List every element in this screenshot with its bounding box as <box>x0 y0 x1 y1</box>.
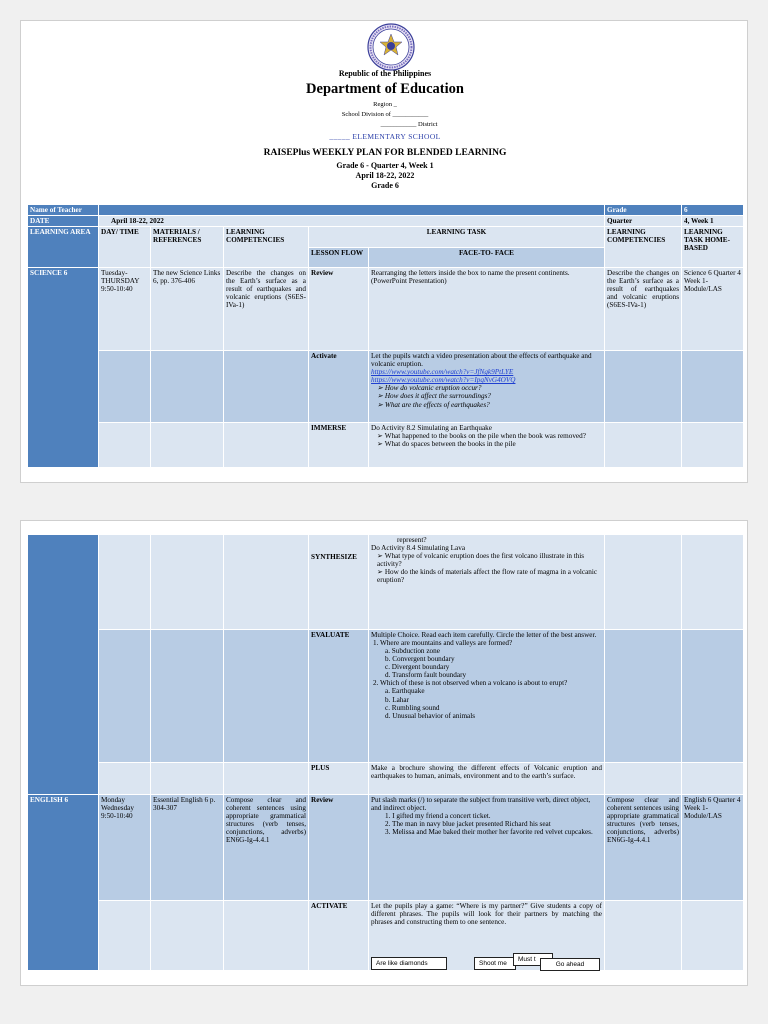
synthesize-question-1: ➢ What type of volcanic eruption does the first volcano illustrate in this activity? <box>377 552 585 569</box>
immerse-question-2: ➢ What do spaces between the books in the pile <box>377 440 516 449</box>
grade-label: Grade <box>605 205 682 216</box>
science-area-continued <box>28 535 99 795</box>
review-item-3: 3. Melissa and Mae baked their mother her favorite red velvet cupcakes. <box>385 828 593 837</box>
synth-empty-competency <box>224 535 309 630</box>
science-empty-day <box>99 351 151 423</box>
header-learning-area: LEARNING AREA <box>28 227 99 268</box>
evaluate-question-1: 1. Where are mountains and valleys are formed? <box>373 639 513 648</box>
grade-line: Grade 6 <box>371 181 399 190</box>
weekly-plan-table-page-2 <box>27 534 744 971</box>
eval-empty-materials <box>151 630 224 763</box>
plus-empty-home <box>682 763 744 795</box>
science-empty-competency-right <box>605 351 682 423</box>
act-empty-day <box>99 901 151 971</box>
header-materials: MATERIALS / REFERENCES <box>151 227 224 268</box>
plus-empty-competency-right <box>605 763 682 795</box>
phrase-card-1[interactable]: Are like diamonds <box>371 957 447 970</box>
science-empty-competency-2 <box>224 423 309 468</box>
immerse-question-2-continued: represent? <box>397 536 427 544</box>
science-competency-right: Describe the changes on the Earth’s surface as a result of earthquakes and volcanic eruptions (S6ES-IVa-1) <box>605 268 682 351</box>
english-competency: Compose clear and coherent sentences using appropriate grammatical structures (verb tenses, conjunctions, adverbs) EN6G-Ig-4.4.1 <box>224 795 309 901</box>
q1-option-d: d. Transform fault boundary <box>385 671 467 680</box>
english-home-based: English 6 Quarter 4 Week 1-Module/LAS <box>682 795 744 901</box>
act-empty-materials <box>151 901 224 971</box>
document-page-1 <box>20 20 748 483</box>
republic-line: Republic of the Philippines <box>338 69 432 78</box>
english-materials: Essential English 6 p. 304-307 <box>151 795 224 901</box>
q1-option-b: b. Convergent boundary <box>385 655 455 664</box>
review-item-1: 1. I gifted my friend a concert ticket. <box>385 812 491 821</box>
q1-option-c: c. Divergent boundary <box>385 663 450 672</box>
science-competency: Describe the changes on the Earth’s surface as a result of earthquakes and volcanic eruptions (S6ES- IVa-1) <box>224 268 309 351</box>
english-competency-right: Compose clear and coherent sentences using appropriate grammatical structures (verb tenses, conjunctions, adverbs) EN6G-Ig-4.4.1 <box>605 795 682 901</box>
plus-empty-competency <box>224 763 309 795</box>
header-lesson-flow: LESSON FLOW <box>309 248 369 268</box>
synth-empty-competency-right <box>605 535 682 630</box>
deped-seal-icon <box>367 23 415 71</box>
review-item-2: 2. The man in navy blue jacket presented Richard his seat <box>385 820 551 829</box>
science-evaluate-task <box>369 630 605 763</box>
q2-option-c: c. Rumbling sound <box>385 703 440 712</box>
eval-empty-home <box>682 630 744 763</box>
science-empty-materials <box>151 351 224 423</box>
science-review-task <box>369 268 605 351</box>
science-evaluate-flow: EVALUATE <box>309 630 369 763</box>
teacher-label: Name of Teacher <box>28 205 99 216</box>
school-name-line: _____ ELEMENTARY SCHOOL <box>329 132 441 141</box>
science-empty-competency <box>224 351 309 423</box>
eval-empty-competency-right <box>605 630 682 763</box>
act-empty-competency-right <box>605 901 682 971</box>
science-synthesize-flow: SYNTHESIZE <box>309 535 369 630</box>
science-activate-task <box>369 351 605 423</box>
region-line: Region _ <box>373 101 397 108</box>
science-synthesize-text: Do Activity 8.4 Simulating Lava <box>371 544 466 553</box>
science-empty-materials-2 <box>151 423 224 468</box>
q1-option-a: a. Subduction zone <box>385 647 440 656</box>
school-division-line: School Division of ___________ <box>341 111 429 118</box>
eval-empty-competency <box>224 630 309 763</box>
date-label: DATE <box>28 216 99 227</box>
english-review-task <box>369 795 605 901</box>
english-review-text: Put slash marks (/) to separate the subject from transitive verb, direct object, and indirect object. <box>371 796 591 813</box>
english-review-flow: Review <box>309 795 369 901</box>
science-empty-home <box>682 351 744 423</box>
activate-question-3: ➢ What are the effects of earthquakes? <box>377 400 490 409</box>
act-empty-home <box>682 901 744 971</box>
science-activate-text: Let the pupils watch a video presentation about the effects of earthquake and volcanic eruption. <box>371 352 592 369</box>
science-area-label: SCIENCE 6 <box>28 268 99 468</box>
plan-title: RAISEPlus WEEKLY PLAN FOR BLENDED LEARNING <box>263 148 507 158</box>
document-page-2 <box>20 520 748 986</box>
science-evaluate-text: Multiple Choice. Read each item carefully. Circle the letter of the best answer. <box>371 631 597 639</box>
science-plus-flow: PLUS <box>309 763 369 795</box>
science-empty-competency-right-2 <box>605 423 682 468</box>
synth-empty-day <box>99 535 151 630</box>
english-area-label: ENGLISH 6 <box>28 795 99 971</box>
evaluate-question-2: 2. Which of these is not observed when a volcano is about to erupt? <box>373 679 568 688</box>
science-review-note: (PowerPoint Presentation) <box>371 277 447 286</box>
synthesize-question-2: ➢ How do the kinds of materials affect the flow rate of magma in a volcanic eruption? <box>377 568 598 585</box>
q2-option-d: d. Unusual behavior of animals <box>385 711 476 720</box>
activate-question-1: ➢ How do volcanic eruption occur? <box>377 384 482 393</box>
weekly-plan-table-page-1 <box>27 204 744 468</box>
act-empty-competency <box>224 901 309 971</box>
department-title: Department of Education <box>306 81 464 97</box>
plus-empty-day <box>99 763 151 795</box>
english-activate-text: Let the pupils play a game: “Where is my partner?” Give students a copy of different phrases. The pupils will look for their partners by matching the phrases and constructing them to one sentence. <box>371 902 602 927</box>
science-plus-task: Make a brochure showing the different effects of Volcanic eruption and earthquakes to human, animals, environment and to the earth’s surface. <box>369 763 605 795</box>
science-home-based: Science 6 Quarter 4 Week 1-Module/LAS <box>682 268 744 351</box>
eval-empty-day <box>99 630 151 763</box>
science-review-text: Rearranging the letters inside the box to name the present continents. <box>371 269 570 278</box>
synth-empty-materials <box>151 535 224 630</box>
science-review-flow: Review <box>309 268 369 351</box>
science-empty-day-2 <box>99 423 151 468</box>
grade-quarter-line: Grade 6 - Quarter 4, Week 1 <box>336 161 434 170</box>
header-learning-task: LEARNING TASK <box>309 227 605 248</box>
science-immerse-text: Do Activity 8.2 Simulating an Earthquake <box>371 424 492 433</box>
plus-empty-materials <box>151 763 224 795</box>
science-day-time: Tuesday-THURSDAY 9:50-10:40 <box>99 268 151 351</box>
science-immerse-flow: IMMERSE <box>309 423 369 468</box>
video-link-2[interactable]: https://www.youtube.com/watch?v=IpqNvG4OVQ <box>371 376 516 385</box>
phrase-card-2[interactable]: Shoot me <box>474 957 516 970</box>
quarter-value: 4, Week 1 <box>682 216 744 227</box>
header-face-to-face: FACE-TO- FACE <box>369 248 605 268</box>
science-empty-home-2 <box>682 423 744 468</box>
header-competencies: LEARNING COMPETENCIES <box>224 227 309 268</box>
grade-value: 6 <box>682 205 744 216</box>
header-competencies-right: LEARNING COMPETENCIES <box>605 227 682 268</box>
science-synthesize-task <box>369 535 605 630</box>
date-value: April 18-22, 2022 <box>99 216 605 227</box>
phrase-card-3[interactable]: Must t <box>513 953 553 966</box>
q2-option-b: b. Lahar <box>385 695 409 704</box>
english-day-time: Monday Wednesday 9:50-10:40 <box>99 795 151 901</box>
district-line: ___________ District <box>380 121 438 128</box>
video-link-1[interactable]: https://www.youtube.com/watch?v=JfNgk9PtLYE <box>371 368 514 377</box>
science-activate-flow: Activate <box>309 351 369 423</box>
science-materials: The new Science Links 6, pp. 376-406 <box>151 268 224 351</box>
immerse-question-1: ➢ What happened to the books on the pile when the book was removed? <box>377 432 586 441</box>
activate-question-2: ➢ How does it affect the surroundings? <box>377 392 491 401</box>
phrase-card-4[interactable]: Go ahead <box>540 958 600 971</box>
q2-option-a: a. Earthquake <box>385 687 425 696</box>
quarter-label: Quarter <box>605 216 682 227</box>
synth-empty-home <box>682 535 744 630</box>
teacher-value <box>99 205 605 216</box>
english-activate-flow: ACTIVATE <box>309 901 369 971</box>
header-task-home-based: LEARNING TASK HOME-BASED <box>682 227 744 268</box>
header-day-time: DAY/ TIME <box>99 227 151 268</box>
science-immerse-task <box>369 423 605 468</box>
date-range-line: April 18-22, 2022 <box>355 171 415 180</box>
